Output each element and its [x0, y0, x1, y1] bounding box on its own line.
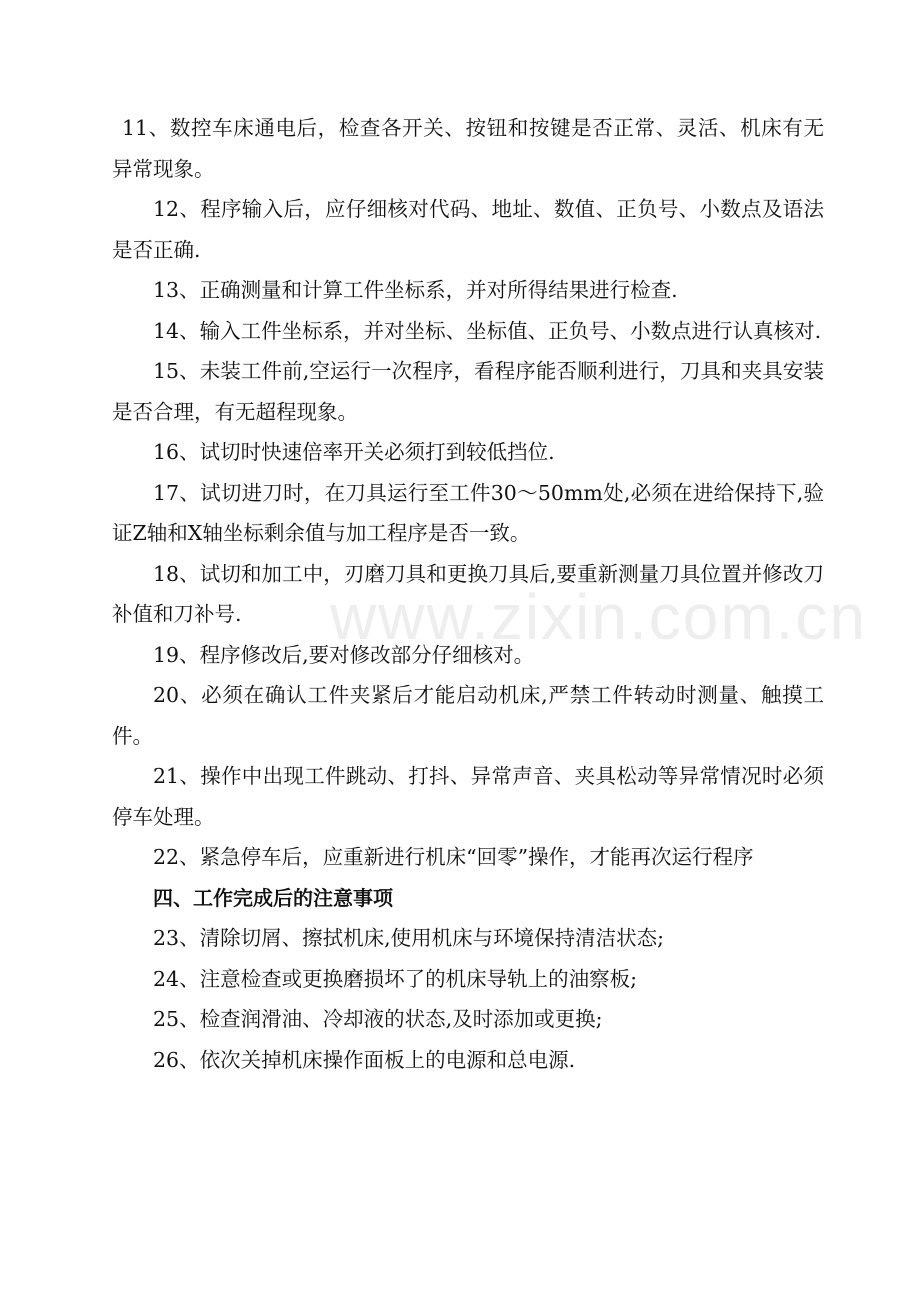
paragraph-19: 19、程序修改后,要对修改部分仔细核对。 [153, 642, 535, 667]
paragraph-23: 23、清除切屑、擦拭机床,使用机床与环境保持清洁状态; [153, 926, 665, 950]
paragraph-16: 16、试切时快速倍率开关必须打到较低挡位. [153, 440, 555, 464]
paragraph-15: 15、未装工件前,空运行一次程序，看程序能否顺利进行，刀具和夹具安装是否合理，有无超程现象。 [112, 359, 824, 424]
paragraph-20: 20、必须在确认工件夹紧后才能启动机床,严禁工件转动时测量、触摸工件。 [112, 683, 824, 748]
paragraph-14: 14、输入工件坐标系，并对坐标、坐标值、正负号、小数点进行认真核对. [153, 318, 822, 343]
paragraph-24: 24、注意检查或更换磨损坏了的机床导轨上的油察板; [153, 966, 637, 991]
section-heading: 四、工作完成后的注意事项 [153, 885, 393, 910]
paragraph-18: 18、试切和加工中，刃磨刀具和更换刀具后,要重新测量刀具位置并修改刀补值和刀补号. [112, 561, 824, 626]
paragraph-22: 22、紧急停车后，应重新进行机床“回零”操作，才能再次运行程序 [153, 845, 754, 869]
paragraph-13: 13、正确测量和计算工件坐标系，并对所得结果进行检查. [153, 278, 678, 302]
paragraph-11: 11、数控车床通电后，检查各开关、按钮和按键是否正常、灵活、机床有无异常现象。 [112, 116, 824, 181]
paragraph-25: 25、检查润滑油、冷却液的状态,及时添加或更换; [153, 1007, 603, 1031]
document-body [112, 108, 824, 1080]
paragraph-12: 12、程序输入后，应仔细核对代码、地址、数值、正负号、小数点及语法是否正确. [112, 197, 824, 262]
paragraph-21: 21、操作中出现工件跳动、打抖、异常声音、夹具松动等异常情况时必须停车处理。 [112, 764, 824, 829]
watermark: www.zixin.com.cn [330, 581, 867, 653]
paragraph-17: 17、试切进刀时，在刀具运行至工件30～50mm处,必须在进给保持下,验证Z轴和X轴坐标剩余值与加工程序是否一致。 [112, 480, 824, 545]
paragraph-26: 26、依次关掉机床操作面板上的电源和总电源. [153, 1047, 576, 1072]
